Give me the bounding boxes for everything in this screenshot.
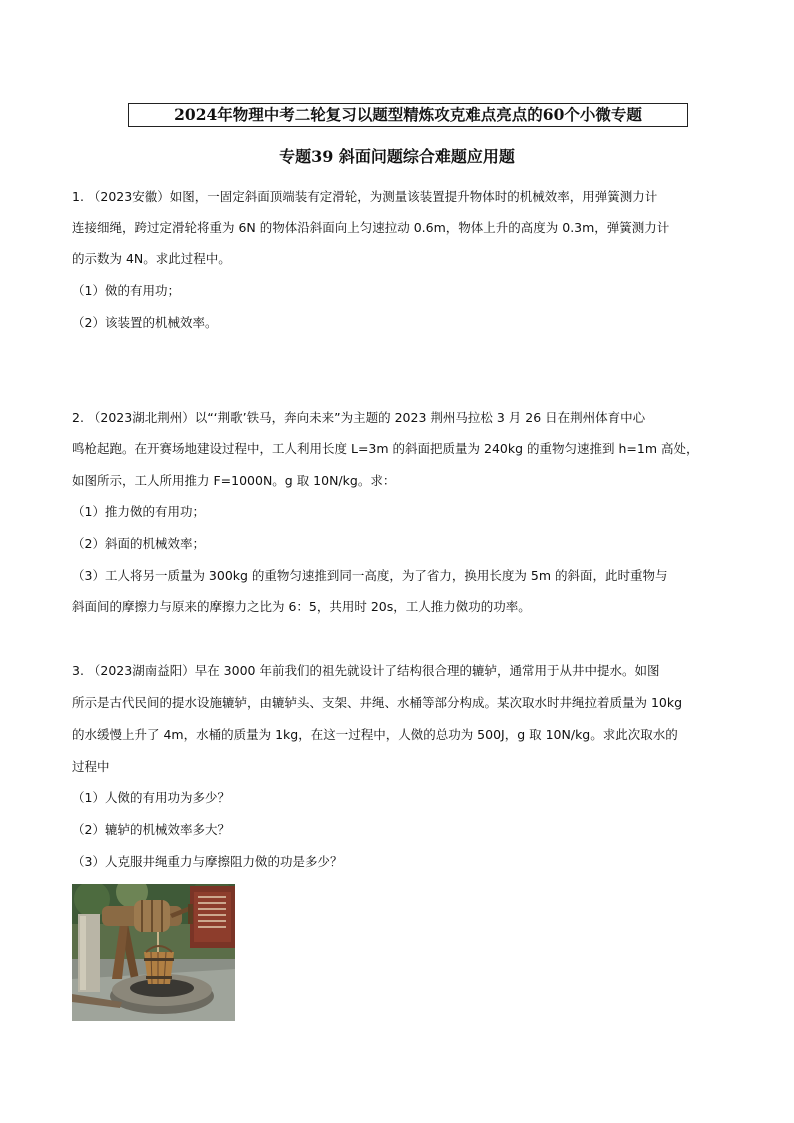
question-3-line: 3. （2023湖南益阳）早在 3000 年前我们的祖先就设计了结构很合理的辘轳，通常用于从井中提水。如图	[72, 663, 660, 678]
question-3-part-1: （1）人傚的有用功为多少？	[72, 790, 230, 805]
document-header-title: 2024年物理中考二轮复习以题型精炼攻克难点亮点的60个小微专题	[128, 103, 688, 127]
question-3-line: 过程中	[72, 759, 110, 774]
question-2-part-1: （1）推力傚的有用功；	[72, 504, 205, 519]
question-2-part-2: （2）斜面的机械效率；	[72, 536, 205, 551]
question-1-line: 1. （2023安徽）如图，一固定斜面顶端装有定滑轮，为测量该装置提升物体时的机械效率，用弹簧测力计	[72, 189, 658, 204]
well-windlass-photo	[72, 884, 235, 1021]
question-1-part-1: （1）傚的有用功；	[72, 283, 180, 298]
question-2-line: 如图所示，工人所用推力 F=1000N。g 取 10N/kg。求：	[72, 473, 396, 488]
question-1-line: 的示数为 4N。求此过程中。	[72, 251, 231, 266]
question-1-part-2: （2）该装置的机械效率。	[72, 315, 218, 330]
question-3-line: 所示是古代民间的提水设施辘轳，由辘轳头、支架、井绳、水桶等部分构成。某次取水时井绳拉着质量为 10kg	[72, 695, 683, 710]
question-3-part-2: （2）辘轳的机械效率多大？	[72, 822, 230, 837]
question-3-line: 的水缓慢上升了 4m，水桶的质量为 1kg，在这一过程中，人傚的总功为 500J，g 取 10N/kg。求此次取水的	[72, 727, 678, 742]
question-2-line: 2. （2023湖北荆州）以“‘荆歌’铁马，奔向未来”为主题的 2023 荆州马拉松 3 月 26 日在荆州体育中心	[72, 410, 646, 425]
question-2-part-3-cont: 斜面间的摩擦力与原来的摩擦力之比为 6：5，共用时 20s，工人推力傚功的功率。	[72, 599, 531, 614]
question-2-line: 鸣枪起跑。在开赛场地建设过程中，工人利用长度 L=3m 的斜面把质量为 240kg 的重物匀速推到 h=1m 高处，	[72, 441, 699, 456]
question-3-part-3: （3）人克服井绳重力与摩擦阻力傚的功是多少？	[72, 854, 343, 869]
question-2-part-3: （3）工人将另一质量为 300kg 的重物匀速推到同一高度，为了省力，换用长度为 5m 的斜面，此时重物与	[72, 568, 668, 583]
question-1-line: 连接细绳，跨过定滑轮将重为 6N 的物体沿斜面向上匀速拉动 0.6m，物体上升的高度为 0.3m，弹簧测力计	[72, 220, 670, 235]
topic-title: 专题39 斜面问题综合难题应用题	[279, 147, 515, 166]
